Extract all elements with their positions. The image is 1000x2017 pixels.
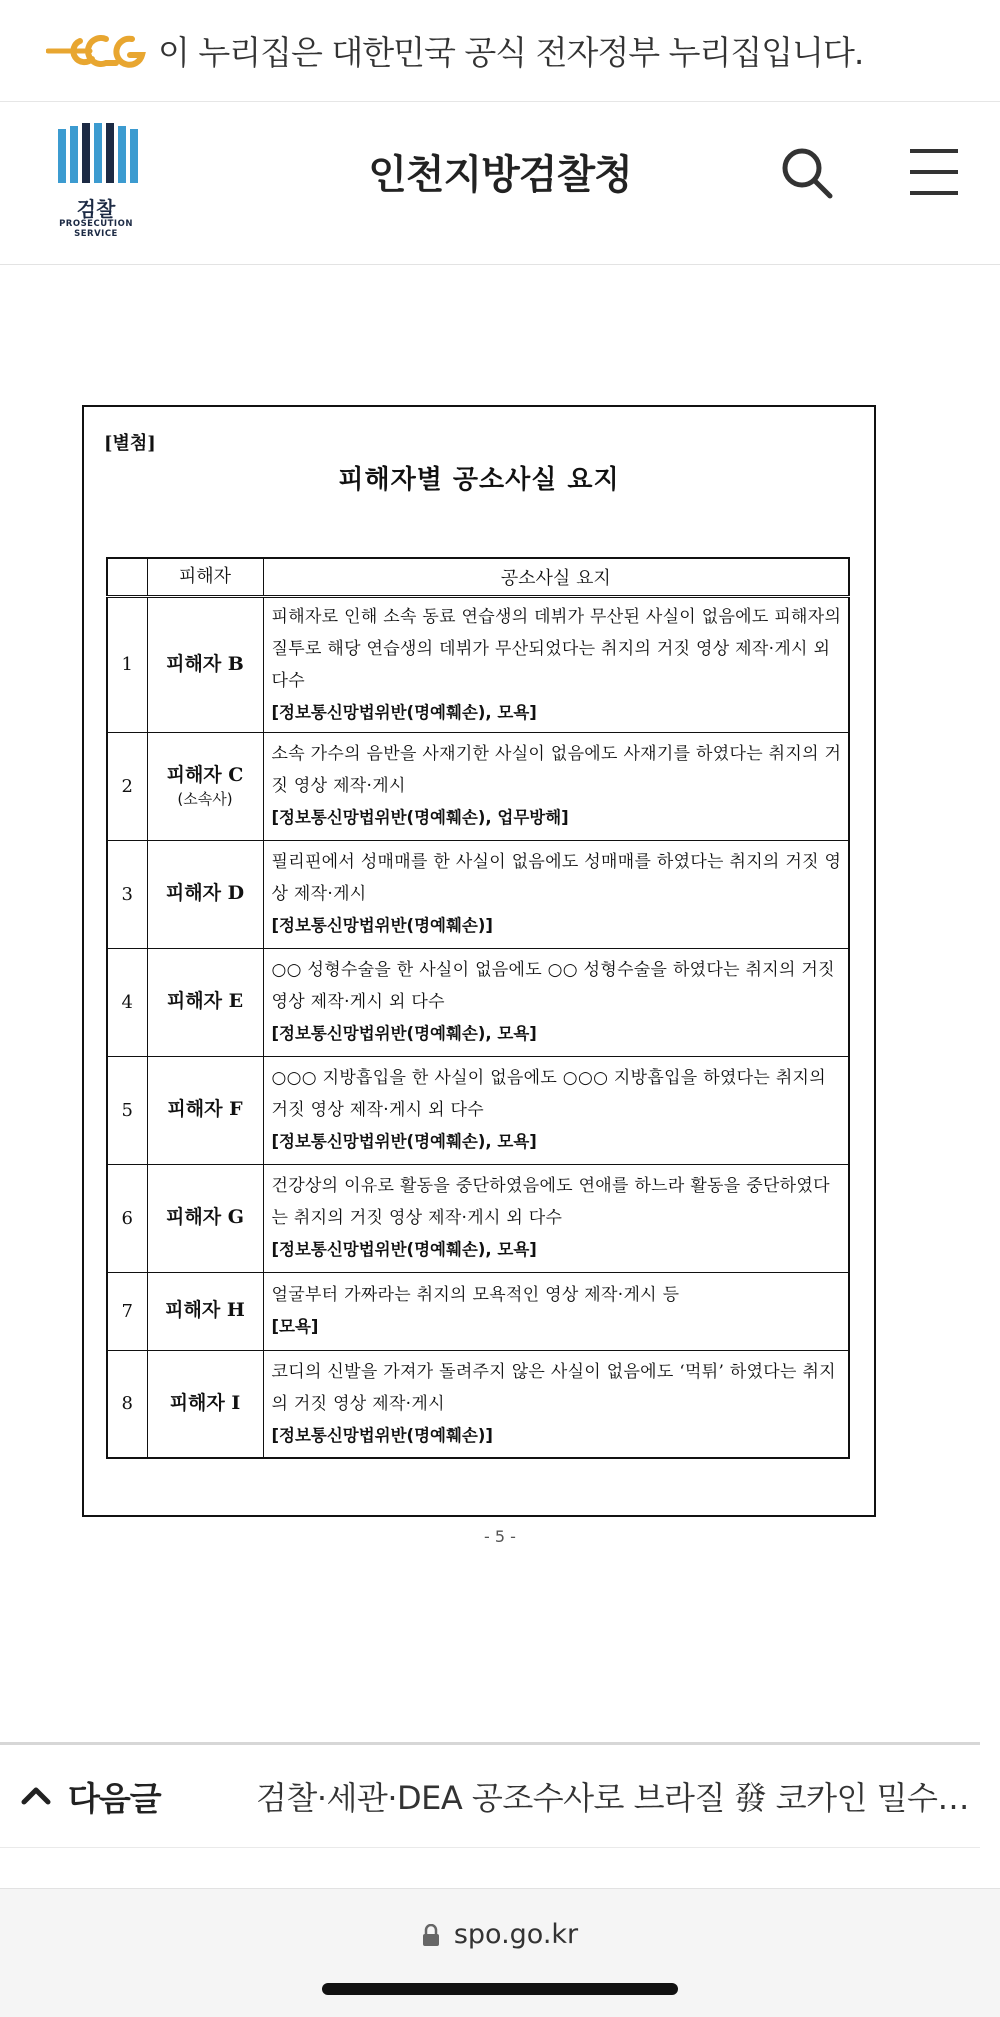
charge-text: [모욕] [271, 1317, 319, 1336]
summary-cell [263, 1056, 849, 1164]
row-number: 6 [107, 1164, 147, 1272]
egov-logo-icon [46, 29, 150, 73]
charge-text: [정보통신망법위반(명예훼손), 모욕] [271, 1240, 537, 1259]
charge-text: [정보통신망법위반(명예훼손)] [271, 916, 493, 935]
column-header-number [107, 558, 147, 596]
victim-cell [147, 1164, 263, 1272]
browser-url-bar [0, 1888, 1000, 2017]
charge-text: [정보통신망법위반(명예훼손), 모욕] [271, 1132, 537, 1151]
victim-cell [147, 1056, 263, 1164]
summary-cell [263, 1350, 849, 1458]
summary-description: ○○○ 지방흡입을 한 사실이 없음에도 ○○○ 지방흡입을 하였다는 취지의 거짓 영상 제작·게시 외 다수 [271, 1068, 826, 1120]
row-number: 1 [107, 596, 147, 732]
victim-name: 피해자 G [166, 1206, 244, 1229]
summary-description: 얼굴부터 가짜라는 취지의 모욕적인 영상 제작·게시 등 [271, 1285, 680, 1305]
summary-cell [263, 948, 849, 1056]
victim-name: 피해자 I [169, 1391, 241, 1414]
gov-banner [0, 0, 1000, 102]
summary-description: 코디의 신발을 가져가 돌려주지 않은 사실이 없음에도 ‘먹튀’ 하였다는 취지의 거짓 영상 제작·게시 [271, 1361, 836, 1414]
prosecution-logo-icon [58, 123, 138, 183]
search-icon[interactable] [780, 146, 836, 202]
attachment-label: [별첨] [104, 433, 156, 454]
victim-name: 피해자 E [166, 990, 244, 1013]
page-number: - 5 - [484, 1527, 516, 1546]
next-post-label: 다음글 [68, 1778, 161, 1818]
logo-english-text: PROSECUTION SERVICE [59, 219, 133, 239]
victim-cell [147, 596, 263, 732]
site-header [0, 103, 1000, 265]
chevron-up-icon [16, 1776, 56, 1816]
summary-description: ○○ 성형수술을 한 사실이 없음에도 ○○ 성형수술을 하였다는 취지의 거짓 영상 제작·게시 외 다수 [271, 960, 835, 1012]
indictment-summary-document [82, 405, 876, 1517]
site-title[interactable]: 인천지방검찰청 [368, 152, 632, 198]
victim-cell [147, 1272, 263, 1350]
table-row [107, 948, 849, 1056]
table-header-row [107, 558, 849, 596]
charge-text: [정보통신망법위반(명예훼손), 모욕] [271, 702, 537, 722]
logo-korean-text: 검찰 [76, 197, 116, 221]
gov-banner-text: 이 누리집은 대한민국 공식 전자정부 누리집입니다. [158, 33, 864, 72]
summary-description: 건강상의 이유로 활동을 중단하였음에도 연애를 하느라 활동을 중단하였다는 취지의 거짓 영상 제작·게시 외 다수 [271, 1176, 830, 1228]
table-row [107, 840, 849, 948]
table-row [107, 1350, 849, 1458]
document-title: 피해자별 공소사실 요지 [338, 465, 620, 495]
prosecution-logo[interactable] [36, 123, 156, 239]
row-number: 8 [107, 1350, 147, 1458]
lock-icon [422, 1924, 440, 1946]
summary-cell [263, 840, 849, 948]
victim-note: (소속사) [177, 789, 233, 808]
summary-cell [263, 596, 849, 732]
summary-description: 소속 가수의 음반을 사재기한 사실이 없음에도 사재기를 하였다는 취지의 거짓 영상 제작·게시 [271, 744, 842, 796]
victim-name: 피해자 H [165, 1299, 245, 1322]
summary-cell [263, 732, 849, 840]
summary-cell [263, 1164, 849, 1272]
victim-name: 피해자 D [165, 882, 245, 905]
charge-text: [정보통신망법위반(명예훼손)] [271, 1425, 493, 1445]
row-number: 3 [107, 840, 147, 948]
column-header-victim: 피해자 [147, 558, 263, 596]
charge-text: [정보통신망법위반(명예훼손), 모욕] [271, 1024, 537, 1043]
victim-name: 피해자 F [167, 1098, 243, 1121]
url-text: spo.go.kr [453, 1919, 579, 1950]
row-number: 4 [107, 948, 147, 1056]
victim-cell [147, 840, 263, 948]
row-number: 2 [107, 732, 147, 840]
url-field[interactable] [0, 1919, 1000, 1950]
row-number: 5 [107, 1056, 147, 1164]
victim-cell [147, 948, 263, 1056]
table-row [107, 1164, 849, 1272]
table-row [107, 732, 849, 840]
next-post-title[interactable]: 검찰·세관·DEA 공조수사로 브라질 發 코카인 밀수… [256, 1779, 969, 1817]
home-indicator[interactable] [322, 1983, 678, 1995]
table-row [107, 1056, 849, 1164]
victim-cell [147, 1350, 263, 1458]
row-number: 7 [107, 1272, 147, 1350]
victim-name: 피해자 B [166, 652, 244, 675]
table-row [107, 1272, 849, 1350]
victim-cell [147, 732, 263, 840]
summary-description: 필리핀에서 성매매를 한 사실이 없음에도 성매매를 하였다는 취지의 거짓 영상 제작·게시 [271, 852, 842, 904]
summary-cell [263, 1272, 849, 1350]
summary-description: 피해자로 인해 소속 동료 연습생의 데뷔가 무산된 사실이 없음에도 피해자의 질투로 해당 연습생의 데뷔가 무산되었다는 취지의 거짓 영상 제작·게시 외 다수 [271, 606, 842, 691]
hamburger-menu-icon[interactable] [906, 147, 962, 197]
next-post-bar[interactable] [0, 1742, 980, 1848]
table-row [107, 596, 849, 732]
charge-text: [정보통신망법위반(명예훼손), 업무방해] [271, 808, 569, 827]
victim-summary-table [106, 557, 850, 1459]
victim-name: 피해자 C [166, 764, 244, 787]
column-header-summary: 공소사실 요지 [263, 558, 849, 596]
